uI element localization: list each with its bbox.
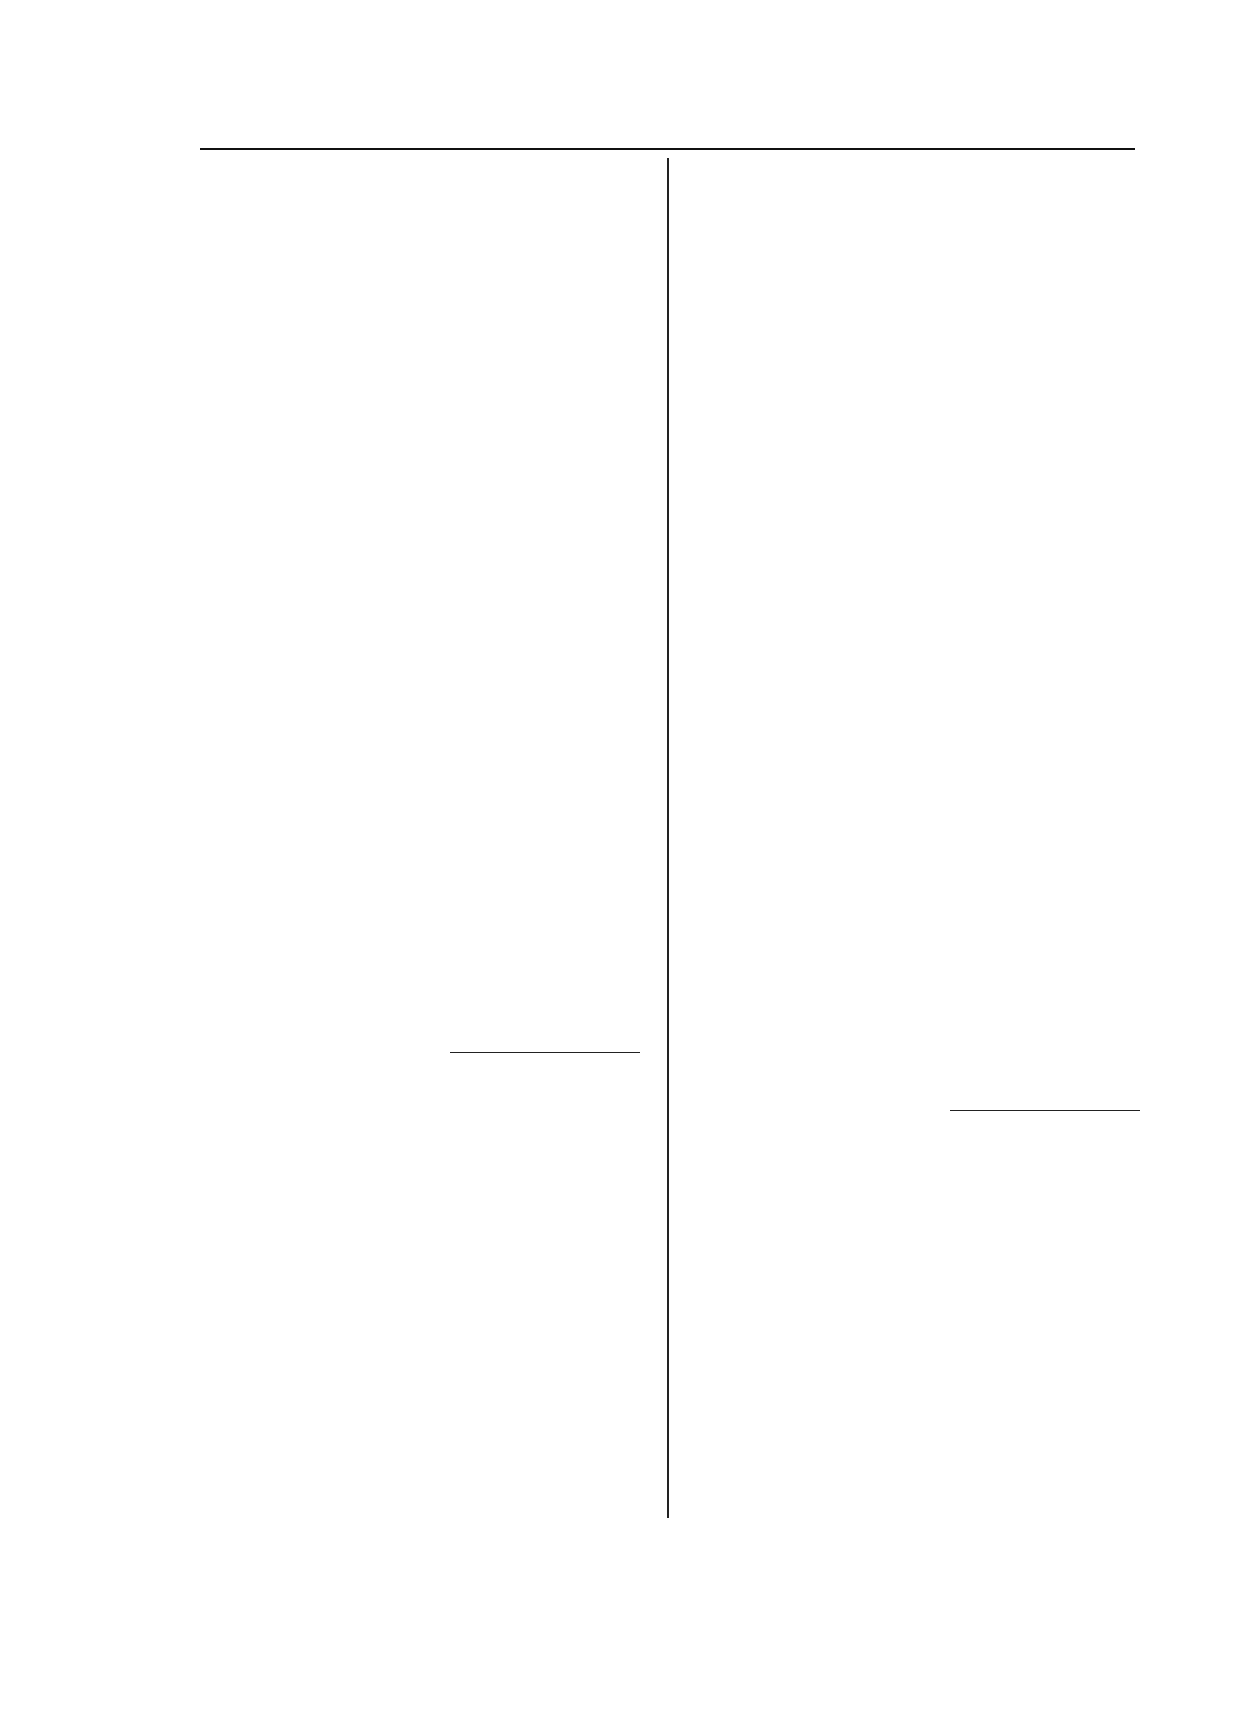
left-body-line: [200, 574, 640, 632]
right-body-line: [690, 516, 1140, 574]
left-body-line: [200, 168, 640, 226]
right-body-line: [690, 226, 1140, 284]
right-footnote-line: [690, 1243, 1140, 1273]
right-footnote-line: [690, 1273, 1140, 1303]
right-footnote-line: [690, 1183, 1140, 1213]
left-body-line: [200, 516, 640, 574]
right-body-line: [690, 574, 1140, 632]
right-footnote-line: [690, 1303, 1140, 1333]
right-body-line: [690, 458, 1140, 516]
header-rule: [200, 148, 1135, 150]
left-body-line: [200, 632, 640, 690]
left-body-line: [200, 864, 640, 922]
left-footnote-line: [200, 1275, 640, 1305]
right-footnote-line: [690, 1213, 1140, 1243]
left-footnote-line: [200, 1425, 640, 1455]
left-body-line: [200, 980, 640, 1038]
left-footnote-line: [200, 1215, 640, 1245]
right-footnote-line: [690, 1393, 1140, 1423]
right-body-line: [690, 342, 1140, 400]
right-body-line: [690, 1038, 1140, 1096]
left-body-line: [200, 806, 640, 864]
right-footnote-line: [690, 1123, 1140, 1153]
right-body-line: [690, 632, 1140, 690]
left-footnote-line: [200, 1335, 640, 1365]
right-body-line: [690, 980, 1140, 1038]
left-footnote-line: [200, 1395, 640, 1425]
left-footnote-line: [200, 1065, 640, 1095]
right-footnote-line: [690, 1363, 1140, 1393]
left-footnote-line: [200, 1125, 640, 1155]
left-footnote-line: [200, 1305, 640, 1335]
left-footnote-line: [200, 1365, 640, 1395]
left-footnote-line: [200, 1245, 640, 1275]
right-body-line: [690, 168, 1140, 226]
right-body-line: [690, 400, 1140, 458]
right-body-line: [690, 864, 1140, 922]
right-body-line: [690, 748, 1140, 806]
left-footnote-rule: [450, 1052, 640, 1053]
left-body-line: [200, 284, 640, 342]
right-column: [690, 168, 1140, 1453]
left-body-line: [200, 400, 640, 458]
left-body-line: [200, 458, 640, 516]
right-body-line: [690, 922, 1140, 980]
right-footnote-line: [690, 1423, 1140, 1453]
right-footnote-line: [690, 1333, 1140, 1363]
left-body-line: [200, 690, 640, 748]
left-footnote-line: [200, 1185, 640, 1215]
right-body-line: [690, 690, 1140, 748]
right-body-line: [690, 806, 1140, 864]
left-footnote-line: [200, 1095, 640, 1125]
left-body-line: [200, 748, 640, 806]
left-footnote-line: [200, 1455, 640, 1485]
column-divider: [667, 158, 669, 1518]
left-body-line: [200, 922, 640, 980]
right-footnote-line: [690, 1153, 1140, 1183]
right-body-line: [690, 284, 1140, 342]
left-column: [200, 168, 640, 1515]
left-footnote-line: [200, 1485, 640, 1515]
right-footnote-rule: [950, 1110, 1140, 1111]
left-body-line: [200, 226, 640, 284]
left-body-line: [200, 342, 640, 400]
left-footnote-line: [200, 1155, 640, 1185]
